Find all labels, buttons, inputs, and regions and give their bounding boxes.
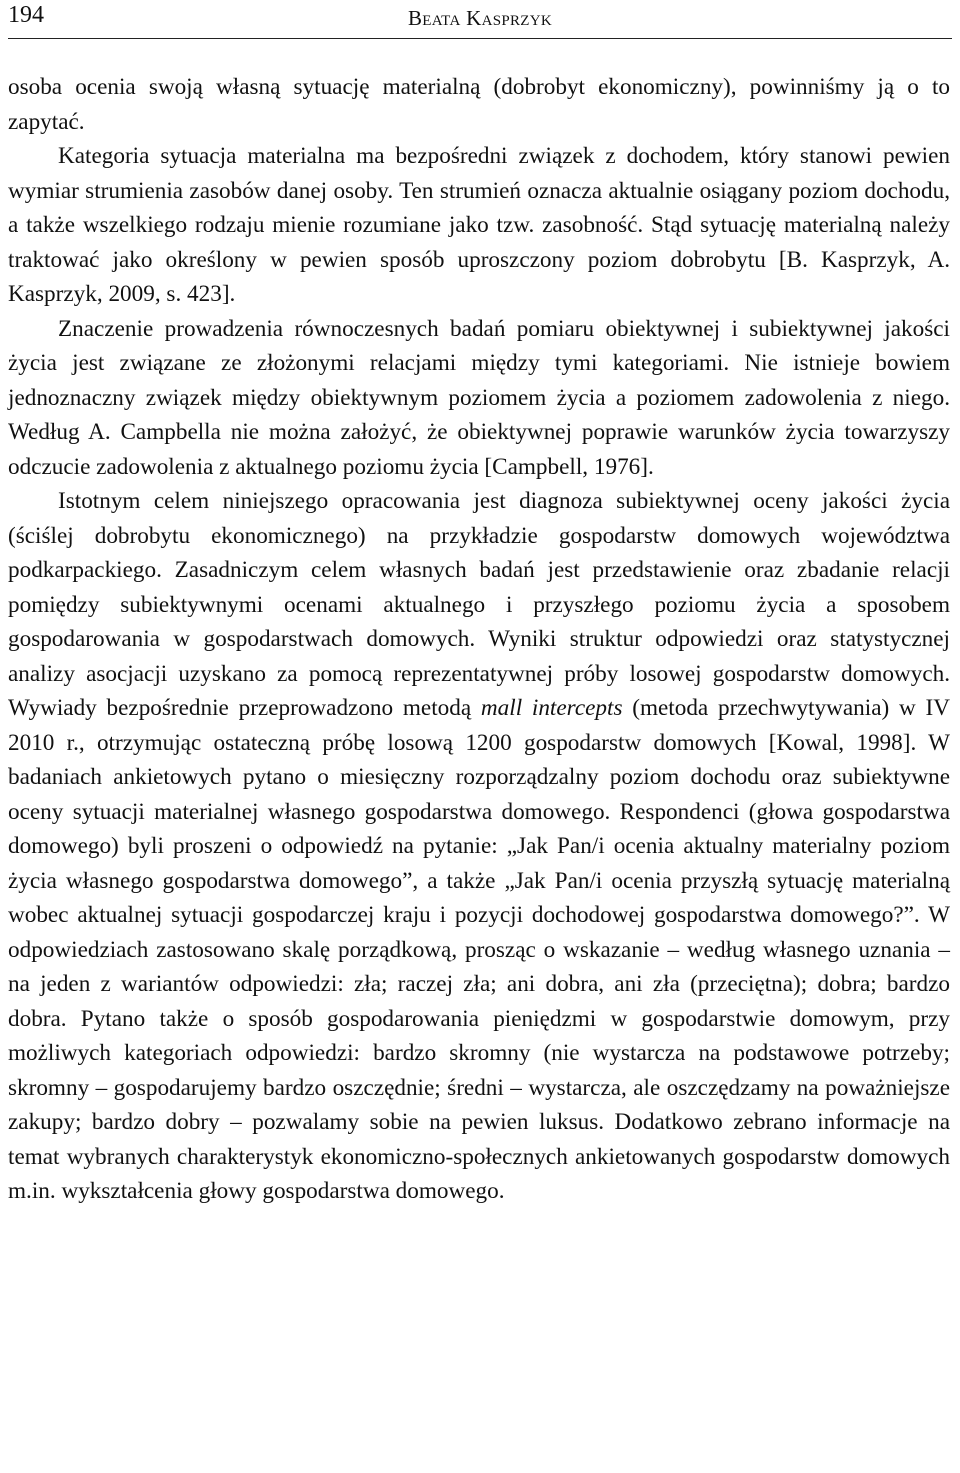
paragraph: [8, 484, 950, 1209]
paragraph: osoba ocenia swoją własną sytuację materialną (dobrobyt ekonomiczny), powinniśmy ją o to zapytać.: [8, 74, 950, 135]
body-text: [8, 70, 950, 1209]
page-number: 194: [8, 2, 44, 28]
paragraph: Kategoria sytuacja materialna ma bezpośredni związek z dochodem, który stanowi pewien wymiar strumienia zasobów danej osoby. Ten strumień oznacza aktualnie osiągany poziom dochodu, a także wszelkiego rodzaju mienie rozumiane jako tzw. zasobność. Stąd sytuację materialną należy traktować jako określony w pewien sposób uproszczony poziom dobrobytu [B. Kasprzyk, A. Kasprzyk, 2009, s. 423].: [8, 143, 950, 307]
paragraph: Znaczenie prowadzenia równoczesnych badań pomiaru obiektywnej i subiektywnej jakości życia jest związane ze złożonymi relacjami między tymi kategoriami. Nie istnieje bowiem jednoznaczny związek między obiektywnym poziomem życia a poziomem zadowolenia z niego. Według A. Campbella nie można założyć, że obiektywnej poprawie warunków życia towarzyszy odczucie zadowolenia z aktualnego poziomu życia [Campbell, 1976].: [8, 315, 950, 480]
running-head: Beata Kasprzyk: [407, 6, 553, 30]
italic-term: mall intercepts: [480, 695, 623, 721]
paragraph-text: (metoda przechwytywania) w IV 2010 r., otrzymując ostateczną próbę losową 1200 gospodarstw domowych [Kowal, 1998]. W badaniach ankietowych pytano o miesięczny rozporządzalny poziom dochodu oraz subiektywne oceny sytuacji materialnej własnego gospodarstwa domowego. Respondenci (głowa gospodarstwa domowego) byli proszeni o odpowiedź na pytanie: „Jak Pan/i ocenia aktualny materialny poziom życia własnego gospodarstwa domowego”, a także „Jak Pan/i ocenia przyszłą sytuację materialną wobec aktualnej sytuacji gospodarczej kraju i pozycji dochodowej gospodarstwa domowego?”. W odpowiedziach zastosowano skalę porządkową, prosząc o wskazanie – według własnego uznania – na jeden z wariantów odpowiedzi: zła; raczej zła; ani dobra, ani zła (przeciętna); dobra; bardzo dobra. Pytano także o sposób gospodarowania pieniędzmi w gospodarstwie domowym, przy możliwych kategoriach odpowiedzi: bardzo skromny (nie wystarcza na podstawowe potrzeby; skromny – gospodarujemy bardzo oszczędnie; średni – wystarcza, ale oszczędzamy na poważniejsze zakupy; bardzo dobry – pozwalamy sobie na pewien luksus. Dodatkowo zebrano informacje na temat wybranych charakterystyk ekonomiczno-społecznych ankietowanych gospodarstw domowych m.in. wykształcenia głowy gospodarstwa domowego.: [8, 695, 950, 1204]
paragraph-text: Istotnym celem niniejszego opracowania jest diagnoza subiektywnej oceny jakości życia (ściślej dobrobytu ekonomicznego) na przykładzie gospodarstw domowych województwa podkarpackiego. Zasadniczym celem własnych badań jest przedstawienie oraz zbadanie relacji pomiędzy subiektywnymi ocenami aktualnego i przyszłego poziomu życia a sposobem gospodarowania w gospodarstwach domowych. Wyniki struktur odpowiedzi oraz statystycznej analizy asocjacji uzyskano za pomocą reprezentatywnej próby losowej gospodarstw domowych. Wywiady bezpośrednie przeprowadzono metodą: [8, 488, 950, 721]
page-header: [8, 0, 952, 39]
